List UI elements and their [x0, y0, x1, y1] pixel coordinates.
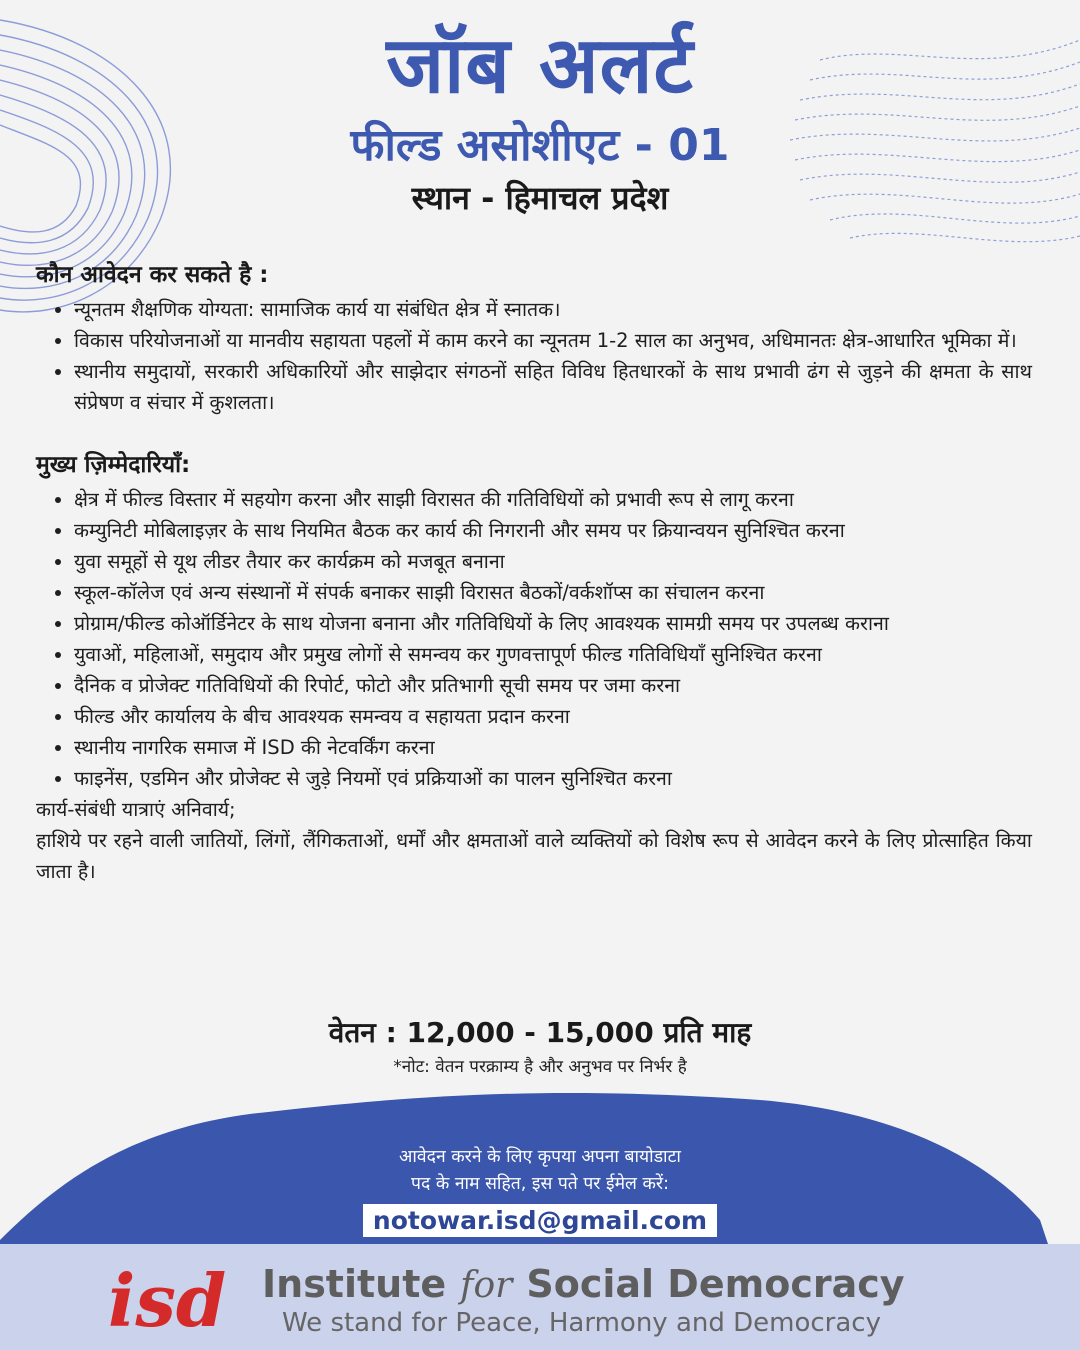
list-item: • फाइनेंस, एडमिन और प्रोजेक्ट से जुड़े नियमों एवं प्रक्रियाओं का पालन सुनिश्चित करना	[74, 763, 1032, 794]
list-item: • स्थानीय नागरिक समाज में ISD की नेटवर्किंग करना	[74, 732, 1032, 763]
header	[0, 0, 1080, 220]
list-item: • प्रोग्राम/फील्ड कोऑर्डिनेटर के साथ योजना बनाना और गतिविधियों के लिए आवश्यक सामग्री समय पर उपलब्ध कराना	[74, 608, 1032, 639]
apply-instruction-2: पद के नाम सहित, इस पते पर ईमेल करें:	[411, 1174, 669, 1194]
main-content	[36, 258, 1032, 887]
list-item: • दैनिक व प्रोजेक्ट गतिविधियों की रिपोर्ट, फोटो और प्रतिभागी सूची समय पर जमा करना	[74, 670, 1032, 701]
salary-note: *नोट: वेतन परक्राम्य है और अनुभव पर निर्भर है	[393, 1057, 687, 1077]
list-item: • स्थानीय समुदायों, सरकारी अधिकारियों और साझेदार संगठनों सहित विविध हितधारकों के साथ प्रभावी ढंग से जुड़ने की क्षमता के साथ संप्रेषण व संचार में कुशलता।	[74, 356, 1032, 418]
email-link[interactable]: notowar.isd@gmail.com	[363, 1204, 717, 1237]
responsibilities-heading: मुख्य ज़िम्मेदारियाँ:	[36, 452, 191, 478]
svg-text:isd: isd	[108, 1258, 227, 1342]
responsibilities-list	[36, 484, 1032, 794]
travel-note: कार्य-संबंधी यात्राएं अनिवार्य;	[36, 798, 236, 821]
isd-logo	[104, 1256, 244, 1342]
list-item: • क्षेत्र में फील्ड विस्तार में सहयोग करना और साझी विरासत की गतिविधियों को प्रभावी रूप से लागू करना	[74, 484, 1032, 515]
eligibility-list	[36, 294, 1032, 418]
apply-instruction-1: आवेदन करने के लिए कृपया अपना बायोडाटा	[399, 1147, 681, 1167]
list-item: • युवा समूहों से यूथ लीडर तैयार कर कार्यक्रम को मजबूत बनाना	[74, 546, 1032, 577]
page-title: जॉब अलर्ट	[386, 21, 694, 111]
list-item: • कम्युनिटी मोबिलाइज़र के साथ नियमित बैठक कर कार्य की निगरानी और समय पर क्रियान्वयन सुनिश्चित करना	[74, 515, 1032, 546]
salary-section	[0, 1014, 1080, 1080]
apply-section	[0, 1144, 1080, 1237]
position-title: फील्ड असोशीएट - 01	[350, 120, 730, 171]
organization-name	[262, 1262, 905, 1308]
footer	[0, 1244, 1080, 1350]
organization-tagline: We stand for Peace, Harmony and Democracy	[282, 1308, 881, 1338]
list-item: • स्कूल-कॉलेज एवं अन्य संस्थानों में संपर्क बनाकर साझी विरासत बैठकों/वर्कशॉप्स का संचालन करना	[74, 577, 1032, 608]
org-name-part1: Institute	[262, 1262, 447, 1306]
org-name-part2: Social Democracy	[526, 1262, 905, 1306]
salary-text: वेतन : 12,000 - 15,000 प्रति माह	[328, 1016, 752, 1049]
list-item: • न्यूनतम शैक्षणिक योग्यता: सामाजिक कार्य या संबंधित क्षेत्र में स्नातक।	[74, 294, 1032, 325]
location-label: स्थान - हिमाचल प्रदेश	[411, 179, 669, 217]
list-item: • विकास परियोजनाओं या मानवीय सहायता पहलों में काम करने का न्यूनतम 1-2 साल का अनुभव, अधिमानतः क्षेत्र-आधारित भूमिका में।	[74, 325, 1032, 356]
eligibility-heading: कौन आवेदन कर सकते है :	[36, 262, 269, 288]
list-item: • फील्ड और कार्यालय के बीच आवश्यक समन्वय व सहायता प्रदान करना	[74, 701, 1032, 732]
encouragement-note: हाशिये पर रहने वाली जातियों, लिंगों, लैंगिकताओं, धर्मों और क्षमताओं वाले व्यक्तियों को विशेष रूप से आवेदन करने के लिए प्रोत्साहित किया जाता है।	[36, 829, 1032, 883]
list-item: • युवाओं, महिलाओं, समुदाय और प्रमुख लोगों से समन्वय कर गुणवत्तापूर्ण फील्ड गतिविधियाँ सुनिश्चित करना	[74, 639, 1032, 670]
org-name-for: for	[460, 1265, 513, 1306]
